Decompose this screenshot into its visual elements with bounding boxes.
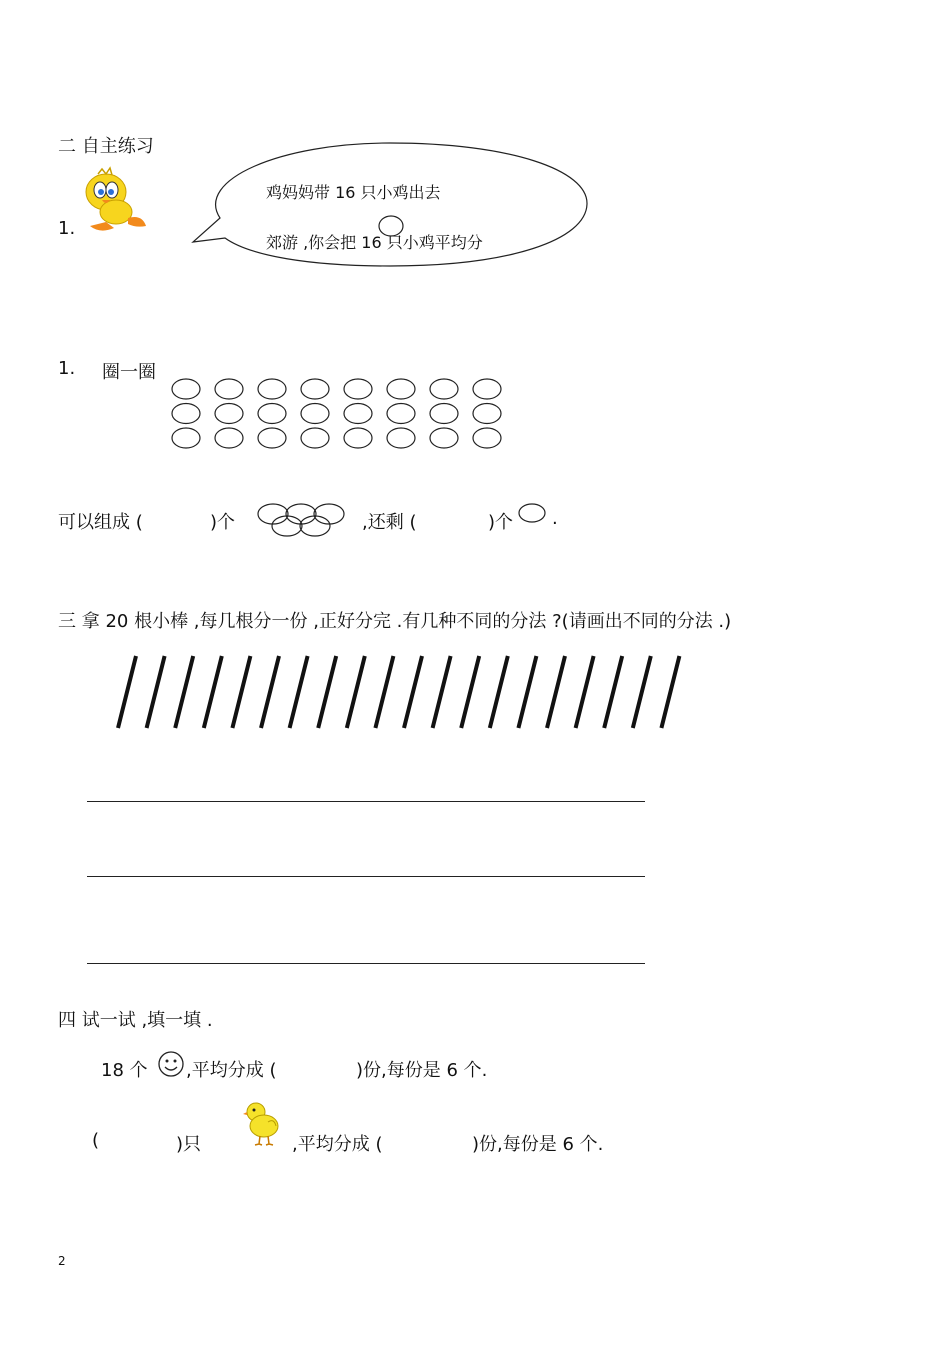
bubble-text-line-1: 鸡妈妈带 16 只小鸡出去 <box>266 183 441 202</box>
oval-icon <box>215 379 243 399</box>
oval-icon <box>215 428 243 448</box>
oval-icon <box>258 404 286 424</box>
section-2-title: 二 自主练习 <box>58 136 154 157</box>
oval-icon <box>215 404 243 424</box>
tweety-bird-icon <box>76 168 152 238</box>
oval-icon <box>258 428 286 448</box>
stick <box>290 656 308 728</box>
stick <box>118 656 136 728</box>
item-2-label: 圈一圈 <box>102 362 156 383</box>
answer-line-1[interactable] <box>87 801 645 802</box>
stick <box>261 656 279 728</box>
oval-icon <box>344 379 372 399</box>
oval-grid <box>170 376 510 454</box>
stick <box>147 656 165 728</box>
section-4-title: 四 试一试 ,填一填 . <box>58 1010 213 1031</box>
oval-group-icon <box>256 502 348 538</box>
stick <box>661 656 679 728</box>
item-2-number: 1. <box>58 358 76 379</box>
stick <box>633 656 651 728</box>
answer-line-3[interactable] <box>87 963 645 964</box>
oval-icon <box>473 379 501 399</box>
line1-end: )份,每份是 6 个. <box>356 1060 488 1081</box>
stick <box>433 656 451 728</box>
line1-prefix: 18 个 <box>101 1060 148 1081</box>
oval-icon <box>172 428 200 448</box>
compose-end: )个 <box>488 512 514 533</box>
oval-icon <box>301 404 329 424</box>
oval-icon <box>172 379 200 399</box>
oval-icon <box>387 428 415 448</box>
chick-icon <box>242 1100 282 1146</box>
oval-icon <box>378 215 404 237</box>
line2-suffix: ,平均分成 ( <box>292 1134 383 1155</box>
smiley-face-icon <box>157 1050 185 1078</box>
bubble-text-line-2: 郊游 ,你会把 16 只小鸡平均分 <box>266 233 483 252</box>
stick <box>232 656 250 728</box>
stick <box>576 656 594 728</box>
oval-icon <box>301 428 329 448</box>
oval-icon <box>172 404 200 424</box>
section-3-title: 三 拿 20 根小棒 ,每几根分一份 ,正好分完 .有几种不同的分法 ?(请画出不同的分法 .) <box>58 611 732 632</box>
page-number: 2 <box>58 1254 66 1268</box>
stick <box>404 656 422 728</box>
item-1-number: 1. <box>58 218 76 239</box>
stick <box>204 656 222 728</box>
oval-icon <box>344 428 372 448</box>
oval-icon <box>344 404 372 424</box>
line2-end: )份,每份是 6 个. <box>472 1134 604 1155</box>
oval-icon <box>430 379 458 399</box>
oval-icon <box>430 428 458 448</box>
answer-line-2[interactable] <box>87 876 645 877</box>
oval-icon <box>473 404 501 424</box>
compose-remain: ,还剩 ( <box>362 512 417 533</box>
stick <box>547 656 565 728</box>
stick <box>175 656 193 728</box>
compose-prefix: 可以组成 ( <box>58 512 143 533</box>
stick <box>375 656 393 728</box>
oval-icon <box>430 404 458 424</box>
stick <box>318 656 336 728</box>
oval-icon <box>258 379 286 399</box>
oval-icon <box>387 379 415 399</box>
oval-icon <box>473 428 501 448</box>
oval-icon <box>517 502 547 524</box>
compose-period: . <box>552 508 558 529</box>
stick <box>347 656 365 728</box>
oval-icon <box>387 404 415 424</box>
compose-mid: )个 <box>210 512 236 533</box>
oval-icon <box>301 379 329 399</box>
stick <box>604 656 622 728</box>
line1-suffix: ,平均分成 ( <box>186 1060 277 1081</box>
line2-open: ( <box>92 1130 100 1151</box>
stick <box>461 656 479 728</box>
stick <box>490 656 508 728</box>
stick <box>518 656 536 728</box>
line2-mid: )只 <box>176 1134 202 1155</box>
sticks-group <box>112 650 702 734</box>
